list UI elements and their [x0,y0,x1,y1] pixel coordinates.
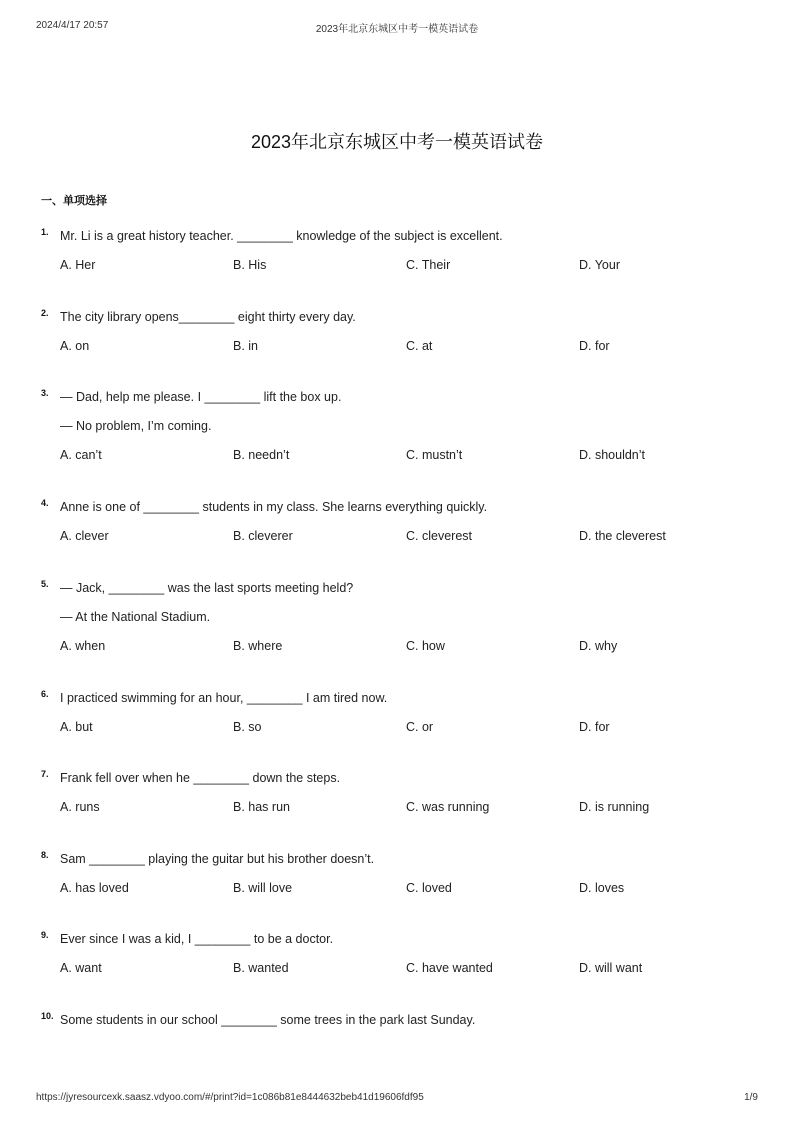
answer-option: A. Her [60,258,96,272]
print-footer [36,1092,758,1106]
answer-option: C. or [406,720,434,734]
question-number: 5. [41,579,49,589]
question-number: 2. [41,308,49,318]
answer-option: B. needn’t [233,448,290,462]
question-number: 1. [41,227,49,237]
section-title: 一、单项选择 [41,195,107,207]
answer-option: A. but [60,720,93,734]
question-number: 4. [41,498,49,508]
answer-option: A. when [60,639,106,653]
print-url[interactable]: https://jyresourcexk.saasz.vdyoo.com/#/print?id=1c086b81e8444632beb41d19606fdf95 [36,1092,424,1103]
answer-option: C. at [406,339,433,353]
question-text: The city library opens________ eight thirty every day. [60,310,356,324]
answer-option: D. Your [579,258,621,272]
question-text: Frank fell over when he ________ down the steps. [60,771,341,785]
question-text: — Jack, ________ was the last sports meeting held? [60,581,354,595]
answer-option: B. cleverer [233,529,293,543]
print-header [36,20,758,34]
print-doc-title: 2023年北京东城区中考一模英语试卷 [315,24,479,35]
answer-option: A. clever [60,529,109,543]
page-number: 1/9 [744,1092,758,1103]
question-text: — Dad, help me please. I ________ lift the box up. [60,390,342,404]
answer-option: B. will love [233,881,293,895]
answer-option: A. has loved [60,881,129,895]
answer-option: C. mustn’t [406,448,463,462]
question-text: Anne is one of ________ students in my class. She learns everything quickly. [60,500,488,514]
answer-option: B. where [233,639,283,653]
answer-option: D. will want [579,961,643,975]
question-text: — No problem, I’m coming. [60,419,212,433]
question-number: 8. [41,850,49,860]
answer-option: A. on [60,339,90,353]
answer-option: C. have wanted [406,961,493,975]
answer-option: B. in [233,339,259,353]
answer-option: C. loved [406,881,452,895]
answer-option: D. shouldn’t [579,448,646,462]
answer-option: C. cleverest [406,529,472,543]
question-text: — At the National Stadium. [60,610,211,624]
answer-option: C. how [406,639,445,653]
answer-option: B. wanted [233,961,289,975]
answer-option: D. the cleverest [579,529,666,543]
question-number: 9. [41,930,49,940]
answer-option: A. want [60,961,102,975]
answer-option: B. so [233,720,262,734]
answer-option: C. was running [406,800,490,814]
question-text: Some students in our school ________ some trees in the park last Sunday. [60,1013,476,1027]
answer-option: B. has run [233,800,290,814]
print-timestamp: 2024/4/17 20:57 [36,20,109,31]
answer-option: D. loves [579,881,625,895]
page-title: 2023年北京东城区中考一模英语试卷 [250,132,544,152]
answer-option: B. His [233,258,267,272]
question-text: Mr. Li is a great history teacher. ________ knowledge of the subject is excellent. [60,229,503,243]
question-number: 10. [41,1011,54,1021]
answer-option: C. Their [406,258,451,272]
answer-option: A. can’t [60,448,102,462]
question-text: Sam ________ playing the guitar but his brother doesn’t. [60,852,375,866]
answer-option: D. for [579,339,610,353]
question-number: 3. [41,388,49,398]
question-number: 7. [41,769,49,779]
answer-option: D. for [579,720,610,734]
answer-option: D. is running [579,800,650,814]
question-text: I practiced swimming for an hour, ________ I am tired now. [60,691,388,705]
answer-option: D. why [579,639,618,653]
answer-option: A. runs [60,800,100,814]
question-number: 6. [41,689,49,699]
question-text: Ever since I was a kid, I ________ to be a doctor. [60,932,334,946]
